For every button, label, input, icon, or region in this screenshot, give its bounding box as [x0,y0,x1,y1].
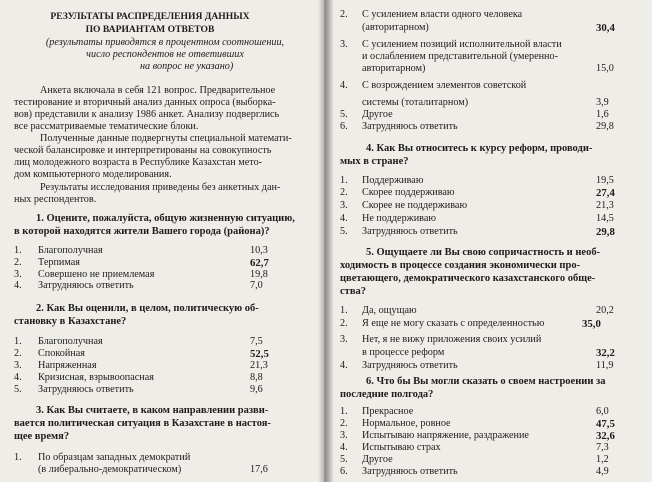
answer-text: Испытываю напряжение, раздражение [362,430,529,441]
answer-number: 2. [14,348,22,359]
answer-number: 2. [340,418,348,429]
answer-value: 6,0 [596,406,609,417]
answer-text: Прекрасное [362,406,414,417]
answer-text: Затрудняюсь ответить [38,384,134,395]
answer-value: 14,5 [596,213,614,224]
answer-value: 7,0 [250,280,263,291]
answer-number: 1. [14,452,22,463]
answer-number: 6. [340,121,348,132]
answer-text: Благополучная [38,245,103,256]
intro-line: Результаты исследования приведены без анкетных дан- [40,182,281,193]
answer-text: С усилением власти одного человека [362,9,523,20]
answer-number: 5. [340,109,348,120]
question-3-heading: вается политическая ситуация в Казахстане в настоя- [14,418,271,429]
question-1-heading: 1. Оцените, пожалуйста, общую жизненную ситуацию, [36,213,295,224]
intro-line: все рассматриваемые тематические блоки. [14,121,199,132]
answer-number: 4. [340,360,348,371]
answer-text: Затрудняюсь ответить [362,360,458,371]
answer-value: 21,3 [596,200,614,211]
answer-text: Затрудняюсь ответить [362,466,458,477]
answer-value: 7,5 [250,336,263,347]
answer-text: Я еще не могу сказать с определенностью [362,318,545,329]
question-5-heading: 5. Ощущаете ли Вы свою сопричастность и необ- [366,247,601,258]
answer-text: системы (тоталитарном) [362,97,469,108]
answer-text: Совершено не приемлемая [38,269,155,280]
answer-value: 4,9 [596,466,609,477]
answer-text: Да, ощущаю [362,305,417,316]
answer-text: С возрождением элементов советской [362,80,527,91]
question-4-heading: мых в стране? [340,156,409,167]
answer-number: 2. [340,187,348,198]
answer-value: 29,8 [596,121,614,132]
results-title: РЕЗУЛЬТАТЫ РАСПРЕДЕЛЕНИЯ ДАННЫХ [50,11,250,22]
answer-text: Затрудняюсь ответить [362,226,458,237]
answer-text: Нет, я не вижу приложения своих усилий [362,334,542,345]
question-5-heading: цветающего, демократического казахстанского обще- [340,273,596,284]
question-5-heading: ходимость в процессе создания экономически про- [340,260,581,271]
intro-line: дом компьютерного моделирования. [14,169,172,180]
intro-line: ных респондентов. [14,194,97,205]
answer-number: 1. [340,175,348,186]
answer-number: 3. [340,39,348,50]
answer-value: 10,3 [250,245,268,256]
answer-number: 3. [14,360,22,371]
book-gutter [318,0,334,482]
answer-value: 19,8 [250,269,268,280]
answer-number: 1. [14,245,22,256]
answer-text: Другое [362,109,393,120]
answer-text: По образцам западных демократий [38,452,191,463]
answer-value: 1,2 [596,454,609,465]
results-title-2: ПО ВАРИАНТАМ ОТВЕТОВ [85,24,215,35]
answer-text: Другое [362,454,393,465]
answer-value: 8,8 [250,372,263,383]
answer-text: авторитарном) [362,63,426,74]
intro-line: Полученные данные подвергнуты специальной математи- [40,133,292,144]
answer-text: Поддерживаю [362,175,424,186]
intro-line: лиц молодежного возраста в Республике Казахстан мето- [14,157,263,168]
intro-line: вов) представили к анализу 1986 анкет. Анализу подверглись [14,109,280,120]
answer-number: 4. [14,280,22,291]
answer-number: 3. [340,430,348,441]
answer-text: Спокойная [38,348,85,359]
question-3-heading: щее время? [14,431,70,442]
answer-number: 4. [340,213,348,224]
answer-value: 62,7 [250,257,269,269]
answer-text: Не поддерживаю [362,213,436,224]
intro-line: Анкета включала в себя 121 вопрос. Предварительное [40,85,276,96]
answer-text: Напряженная [38,360,97,371]
answer-text: Благополучная [38,336,103,347]
answer-value: 47,5 [596,418,615,430]
answer-number: 4. [340,80,348,91]
left-page [0,0,324,482]
results-subtitle-1: (результаты приводятся в процентном соотношении, [45,37,285,48]
question-2-heading: становку в Казахстане? [14,316,127,327]
answer-text: Нормальное, ровное [362,418,451,429]
answer-number: 4. [340,442,348,453]
answer-value: 7,3 [596,442,609,453]
answer-value: 32,2 [596,347,615,359]
answer-value: 30,4 [596,22,615,34]
intro-line: тестирование и вторичный анализ данных опроса (выборка- [14,97,276,108]
question-1-heading: в которой находятся жители Вашего города (района)? [14,226,270,237]
answer-text: С усилением позиций исполнительной власти [362,39,562,50]
answer-number: 2. [14,257,22,268]
answer-value: 21,3 [250,360,268,371]
results-subtitle-3: на вопрос не указано) [140,61,234,72]
answer-text: Затрудняюсь ответить [362,121,458,132]
answer-text: Скорее поддерживаю [362,187,455,198]
answer-value: 35,0 [582,318,601,330]
answer-number: 5. [14,384,22,395]
answer-value: 3,9 [596,97,609,108]
answer-number: 2. [340,9,348,20]
answer-number: 1. [340,406,348,417]
answer-number: 3. [14,269,22,280]
answer-text: Затрудняюсь ответить [38,280,134,291]
answer-value: 27,4 [596,187,615,199]
right-page [326,0,652,482]
question-6-heading: 6. Что бы Вы могли сказать о своем настроении за [366,376,606,387]
answer-value: 1,6 [596,109,609,120]
answer-value: 29,8 [596,226,615,238]
question-4-heading: 4. Как Вы относитесь к курсу реформ, проводи- [366,143,593,154]
answer-number: 3. [340,334,348,345]
answer-text: в процессе реформ [362,347,445,358]
answer-value: 32,6 [596,430,615,442]
results-subtitle-2: число респондентов не ответивших [86,49,244,60]
answer-number: 4. [14,372,22,383]
question-3-heading: 3. Как Вы считаете, в каком направлении разви- [36,405,269,416]
question-2-heading: 2. Как Вы оценили, в целом, политическую об- [36,303,259,314]
answer-text: (авторитарном) [362,22,429,33]
answer-number: 3. [340,200,348,211]
answer-value: 15,0 [596,63,614,74]
answer-text: Терпимая [38,257,80,268]
answer-number: 5. [340,454,348,465]
answer-number: 2. [340,318,348,329]
answer-text: и ослаблением представительной (умеренно- [362,51,558,62]
answer-text: Испытываю страх [362,442,441,453]
answer-text: (в либерально-демократическом) [38,464,182,475]
answer-text: Кризисная, взрывоопасная [38,372,154,383]
intro-line: ческой балансировке и интерпретированы на совокупность [14,145,272,156]
answer-number: 5. [340,226,348,237]
answer-value: 19,5 [596,175,614,186]
answer-value: 52,5 [250,348,269,360]
answer-number: 1. [14,336,22,347]
question-5-heading: ства? [340,286,366,297]
answer-value: 17,6 [250,464,268,475]
answer-value: 11,9 [596,360,614,371]
answer-text: Скорее не поддерживаю [362,200,468,211]
question-6-heading: последние полгода? [340,389,434,400]
answer-number: 1. [340,305,348,316]
answer-value: 20,2 [596,305,614,316]
answer-number: 6. [340,466,348,477]
answer-value: 9,6 [250,384,263,395]
